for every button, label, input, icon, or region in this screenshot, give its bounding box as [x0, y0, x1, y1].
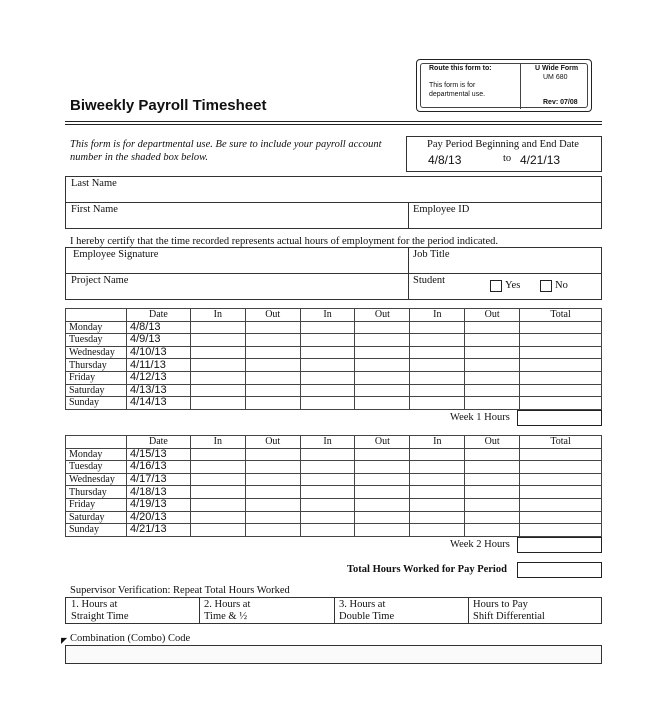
header-out-2: Out — [355, 309, 410, 322]
total-cell[interactable] — [520, 384, 602, 397]
time-in-cell[interactable] — [410, 359, 465, 372]
time-out-cell[interactable] — [355, 346, 410, 359]
total-cell[interactable] — [520, 321, 602, 334]
table-row — [66, 359, 602, 372]
total-cell[interactable] — [520, 346, 602, 359]
time-in-cell[interactable] — [190, 524, 245, 537]
time-out-cell[interactable] — [355, 511, 410, 524]
table-row — [66, 511, 602, 524]
date-cell[interactable]: 4/18/13 — [126, 486, 190, 499]
job-title-field[interactable]: Job Title — [413, 249, 450, 260]
supervisor-divider-1 — [199, 598, 200, 623]
week2-hours-label: Week 2 Hours — [450, 539, 510, 550]
time-in-cell[interactable] — [190, 384, 245, 397]
supervisor-divider-2 — [334, 598, 335, 623]
time-out-cell[interactable] — [465, 486, 520, 499]
header-in-1: In — [190, 309, 245, 322]
time-in-cell[interactable] — [190, 334, 245, 347]
time-in-cell[interactable] — [300, 448, 355, 461]
day-cell: Tuesday — [66, 334, 127, 347]
time-out-cell[interactable] — [465, 384, 520, 397]
week2-hours-input[interactable] — [517, 537, 602, 553]
time-in-cell[interactable] — [300, 486, 355, 499]
time-in-cell[interactable] — [410, 397, 465, 410]
certify-text: I hereby certify that the time recorded represents actual hours of employment for the period indicated. — [70, 236, 498, 247]
time-in-cell[interactable] — [300, 334, 355, 347]
route-note-1: This form is for — [429, 82, 476, 89]
table-header-row — [66, 309, 602, 322]
route-note-2: departmental use. — [429, 91, 486, 98]
page-title: Biweekly Payroll Timesheet — [70, 97, 267, 114]
day-cell: Sunday — [66, 397, 127, 410]
header-day — [66, 436, 127, 449]
time-in-cell[interactable] — [300, 524, 355, 537]
title-rule-bottom — [65, 124, 602, 125]
date-cell[interactable]: 4/12/13 — [126, 371, 190, 384]
time-out-cell[interactable] — [355, 461, 410, 474]
time-out-cell[interactable] — [245, 371, 300, 384]
employee-id-divider — [408, 202, 409, 229]
time-out-cell[interactable] — [245, 461, 300, 474]
time-in-cell[interactable] — [300, 346, 355, 359]
header-in-2: In — [300, 436, 355, 449]
supervisor-divider-3 — [468, 598, 469, 623]
time-in-cell[interactable] — [190, 346, 245, 359]
time-in-cell[interactable] — [410, 321, 465, 334]
table-row — [66, 384, 602, 397]
signature-block — [65, 247, 602, 300]
time-out-cell[interactable] — [465, 511, 520, 524]
time-in-cell[interactable] — [300, 371, 355, 384]
date-cell[interactable]: 4/17/13 — [126, 473, 190, 486]
time-out-cell[interactable] — [245, 346, 300, 359]
time-out-cell[interactable] — [355, 384, 410, 397]
shift-diff-label-2: Shift Differential — [473, 611, 545, 622]
time-in-cell[interactable] — [300, 321, 355, 334]
time-in-cell[interactable] — [190, 511, 245, 524]
time-in-cell[interactable] — [410, 334, 465, 347]
student-label: Student — [413, 275, 446, 286]
time-out-cell[interactable] — [465, 397, 520, 410]
time-out-cell[interactable] — [355, 448, 410, 461]
table-row — [66, 524, 602, 537]
time-in-cell[interactable] — [410, 346, 465, 359]
time-out-cell[interactable] — [245, 473, 300, 486]
last-name-field[interactable]: Last Name — [71, 178, 117, 189]
total-cell[interactable] — [520, 473, 602, 486]
total-cell[interactable] — [520, 397, 602, 410]
header-date: Date — [126, 309, 190, 322]
time-out-cell[interactable] — [465, 461, 520, 474]
day-cell: Saturday — [66, 384, 127, 397]
name-block — [65, 176, 602, 229]
pay-period-to: to — [503, 153, 512, 164]
pay-period-label: Pay Period Beginning and End Date — [427, 139, 579, 150]
time-out-cell[interactable] — [245, 486, 300, 499]
time-out-cell[interactable] — [465, 334, 520, 347]
date-cell[interactable]: 4/16/13 — [126, 461, 190, 474]
header-total: Total — [520, 309, 602, 322]
time-out-cell[interactable] — [355, 498, 410, 511]
day-cell: Sunday — [66, 524, 127, 537]
date-cell[interactable]: 4/9/13 — [126, 334, 190, 347]
time-in-cell[interactable] — [190, 371, 245, 384]
intro-text: This form is for departmental use. Be sure to include your payroll account number in the shaded box below. — [70, 139, 382, 163]
double-time-label-1: 3. Hours at — [339, 599, 386, 610]
time-out-cell[interactable] — [245, 498, 300, 511]
time-out-cell[interactable] — [355, 524, 410, 537]
header-out-2: Out — [355, 436, 410, 449]
first-name-field[interactable]: First Name — [71, 204, 118, 215]
time-in-cell[interactable] — [300, 473, 355, 486]
student-no-checkbox[interactable] — [540, 280, 552, 292]
header-in-3: In — [410, 309, 465, 322]
time-out-cell[interactable] — [465, 448, 520, 461]
total-cell[interactable] — [520, 448, 602, 461]
time-out-cell[interactable] — [355, 334, 410, 347]
table-header-row — [66, 436, 602, 449]
date-cell[interactable]: 4/14/13 — [126, 397, 190, 410]
time-out-cell[interactable] — [245, 321, 300, 334]
date-cell[interactable]: 4/10/13 — [126, 346, 190, 359]
date-cell[interactable]: 4/20/13 — [126, 511, 190, 524]
student-no-label: No — [555, 280, 568, 291]
time-in-cell[interactable] — [410, 486, 465, 499]
combo-code-input[interactable] — [65, 645, 602, 664]
time-in-cell[interactable] — [410, 473, 465, 486]
date-cell[interactable]: 4/8/13 — [126, 321, 190, 334]
employee-signature-field[interactable]: Employee Signature — [73, 249, 159, 260]
time-out-cell[interactable] — [355, 321, 410, 334]
project-name-field[interactable]: Project Name — [71, 275, 129, 286]
time-in-cell[interactable] — [190, 397, 245, 410]
time-in-cell[interactable] — [190, 486, 245, 499]
time-in-cell[interactable] — [410, 511, 465, 524]
time-out-cell[interactable] — [245, 359, 300, 372]
day-cell: Monday — [66, 321, 127, 334]
time-in-cell[interactable] — [410, 524, 465, 537]
header-day — [66, 309, 127, 322]
table-row — [66, 448, 602, 461]
student-yes-checkbox[interactable] — [490, 280, 502, 292]
time-in-cell[interactable] — [190, 461, 245, 474]
double-time-label-2: Double Time — [339, 611, 395, 622]
table-row — [66, 334, 602, 347]
date-cell[interactable]: 4/15/13 — [126, 448, 190, 461]
pay-period-box — [406, 136, 602, 172]
header-out-3: Out — [465, 309, 520, 322]
time-out-cell[interactable] — [465, 371, 520, 384]
form-type: U Wide Form — [535, 65, 579, 72]
total-cell[interactable] — [520, 359, 602, 372]
time-half-label-2: Time & ½ — [204, 611, 248, 622]
date-cell[interactable]: 4/13/13 — [126, 384, 190, 397]
time-in-cell[interactable] — [300, 397, 355, 410]
combo-marker-icon: ◤ — [61, 636, 68, 645]
header-out-1: Out — [245, 309, 300, 322]
student-yes-label: Yes — [505, 280, 521, 291]
table-row — [66, 397, 602, 410]
table-row — [66, 473, 602, 486]
time-out-cell[interactable] — [355, 486, 410, 499]
day-cell: Monday — [66, 448, 127, 461]
time-out-cell[interactable] — [245, 397, 300, 410]
time-out-cell[interactable] — [245, 334, 300, 347]
table-row — [66, 321, 602, 334]
total-cell[interactable] — [520, 461, 602, 474]
day-cell: Friday — [66, 371, 127, 384]
time-in-cell[interactable] — [410, 461, 465, 474]
time-in-cell[interactable] — [410, 448, 465, 461]
table-row — [66, 371, 602, 384]
day-cell: Wednesday — [66, 346, 127, 359]
date-cell[interactable]: 4/19/13 — [126, 498, 190, 511]
time-out-cell[interactable] — [355, 359, 410, 372]
route-box — [416, 59, 592, 112]
title-rule-top — [65, 121, 602, 122]
time-in-cell[interactable] — [410, 384, 465, 397]
time-out-cell[interactable] — [355, 397, 410, 410]
supervisor-label: Supervisor Verification: Repeat Total Hours Worked — [70, 585, 290, 596]
header-in-2: In — [300, 309, 355, 322]
time-out-cell[interactable] — [465, 359, 520, 372]
total-cell[interactable] — [520, 334, 602, 347]
day-cell: Friday — [66, 498, 127, 511]
signature-divider — [66, 273, 601, 274]
total-cell[interactable] — [520, 486, 602, 499]
table-row — [66, 498, 602, 511]
day-cell: Thursday — [66, 486, 127, 499]
name-divider — [66, 202, 601, 203]
time-in-cell[interactable] — [300, 359, 355, 372]
header-out-1: Out — [245, 436, 300, 449]
form-revision: Rev: 07/08 — [543, 99, 578, 106]
time-in-cell[interactable] — [300, 461, 355, 474]
route-label: Route this form to: — [429, 65, 492, 72]
total-hours-input[interactable] — [517, 562, 602, 578]
time-in-cell[interactable] — [190, 473, 245, 486]
time-in-cell[interactable] — [410, 498, 465, 511]
job-title-divider — [408, 248, 409, 299]
time-out-cell[interactable] — [465, 498, 520, 511]
straight-time-label-1: 1. Hours at — [71, 599, 118, 610]
route-box-divider — [520, 63, 521, 109]
employee-id-field[interactable]: Employee ID — [413, 204, 470, 215]
day-cell: Wednesday — [66, 473, 127, 486]
pay-period-end[interactable]: 4/21/13 — [520, 153, 561, 167]
time-out-cell[interactable] — [465, 524, 520, 537]
date-cell[interactable]: 4/11/13 — [126, 359, 190, 372]
table-row — [66, 486, 602, 499]
time-out-cell[interactable] — [245, 511, 300, 524]
pay-period-start[interactable]: 4/8/13 — [428, 153, 462, 167]
time-out-cell[interactable] — [465, 473, 520, 486]
time-out-cell[interactable] — [245, 448, 300, 461]
time-out-cell[interactable] — [465, 321, 520, 334]
header-date: Date — [126, 436, 190, 449]
time-in-cell[interactable] — [190, 359, 245, 372]
time-half-label-1: 2. Hours at — [204, 599, 251, 610]
total-cell[interactable] — [520, 371, 602, 384]
time-in-cell[interactable] — [190, 448, 245, 461]
time-in-cell[interactable] — [300, 384, 355, 397]
time-in-cell[interactable] — [190, 498, 245, 511]
time-out-cell[interactable] — [245, 384, 300, 397]
header-in-1: In — [190, 436, 245, 449]
total-hours-label: Total Hours Worked for Pay Period — [347, 564, 507, 575]
week1-table — [65, 308, 602, 410]
day-cell: Saturday — [66, 511, 127, 524]
time-in-cell[interactable] — [300, 511, 355, 524]
straight-time-label-2: Straight Time — [71, 611, 129, 622]
day-cell: Tuesday — [66, 461, 127, 474]
form-number: UM 680 — [543, 74, 568, 81]
table-row — [66, 346, 602, 359]
week2-table — [65, 435, 602, 537]
supervisor-block — [65, 597, 602, 624]
time-out-cell[interactable] — [245, 524, 300, 537]
shift-diff-label-1: Hours to Pay — [473, 599, 528, 610]
combo-code-label: Combination (Combo) Code — [70, 633, 191, 644]
total-cell[interactable] — [520, 511, 602, 524]
day-cell: Thursday — [66, 359, 127, 372]
time-out-cell[interactable] — [355, 371, 410, 384]
time-in-cell[interactable] — [300, 498, 355, 511]
total-cell[interactable] — [520, 524, 602, 537]
header-total: Total — [520, 436, 602, 449]
date-cell[interactable]: 4/21/13 — [126, 524, 190, 537]
time-in-cell[interactable] — [410, 371, 465, 384]
time-out-cell[interactable] — [465, 346, 520, 359]
time-out-cell[interactable] — [355, 473, 410, 486]
week1-hours-label: Week 1 Hours — [450, 412, 510, 423]
time-in-cell[interactable] — [190, 321, 245, 334]
table-row — [66, 461, 602, 474]
week1-hours-input[interactable] — [517, 410, 602, 426]
header-in-3: In — [410, 436, 465, 449]
total-cell[interactable] — [520, 498, 602, 511]
header-out-3: Out — [465, 436, 520, 449]
